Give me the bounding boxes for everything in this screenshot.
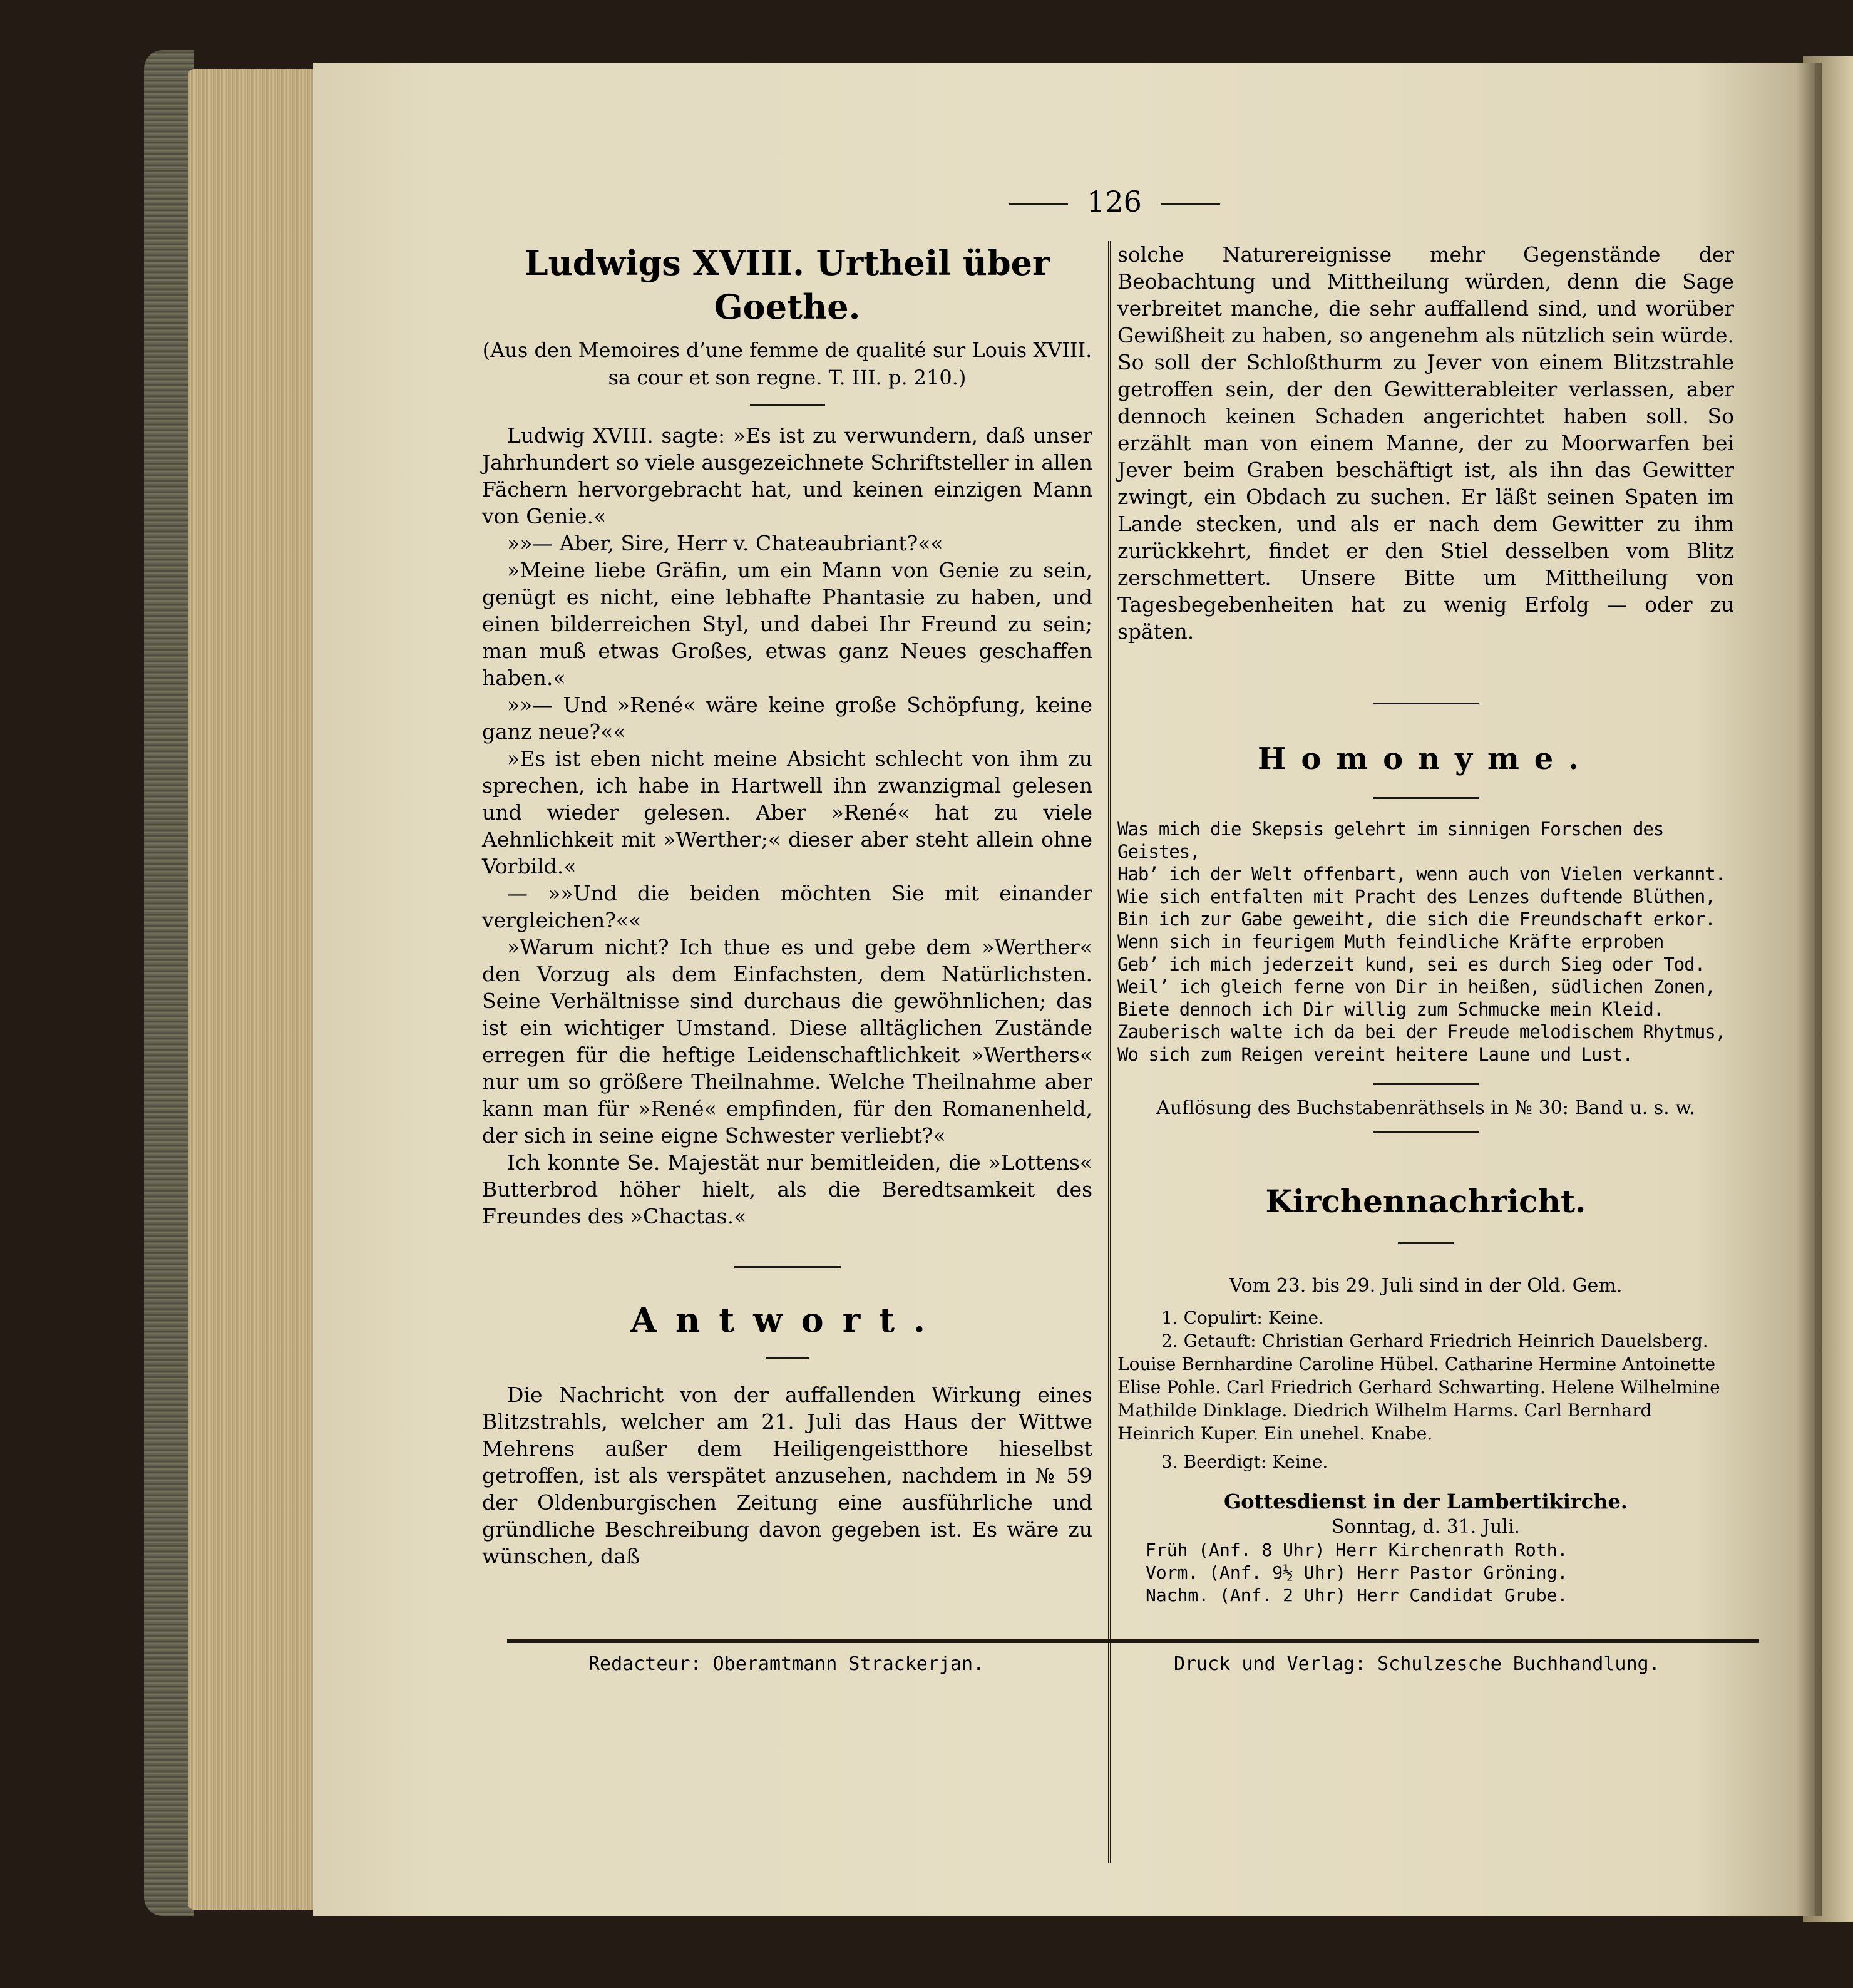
- church-rule: [1398, 1242, 1454, 1244]
- left-column: [482, 241, 1092, 1570]
- poem-line: Bin ich zur Gabe geweiht, die sich die Freundschaft erkor.: [1117, 909, 1715, 930]
- page-number-text: 126: [1087, 185, 1142, 219]
- church-item: 2. Getauft: Christian Gerhard Friedrich Heinrich Dauelsberg. Louise Bernhardine Caroline Hübel. Catharine Hermine Antoinette Elise Pohle. Carl Friedrich Gerhard Schwarting. Helene Wilhelmine Mathilde Dinklage. Diedrich Wilhelm Harms. Carl Bernhard Heinrich Kuper. Ein unehel. Knabe.: [1117, 1331, 1720, 1444]
- section-rule: [1373, 1131, 1479, 1133]
- paragraph: »Es ist eben nicht meine Absicht schlecht von ihm zu sprechen, ich habe in Hartwell ihn zwanzigmal gelesen und wieder gelesen. Aber »René« hat zu viele Aehnlichkeit mit »Werther;« dieser aber steht allein ohne Vorbild.«: [482, 746, 1092, 878]
- page-number: [983, 185, 1246, 219]
- section-rule: [734, 1266, 841, 1268]
- poem-line: Geb’ ich mich jederzeit kund, sei es durch Sieg oder Tod.: [1117, 954, 1705, 975]
- church-item: 1. Copulirt: Keine.: [1161, 1307, 1324, 1328]
- service-date: Sonntag, d. 31. Juli.: [1331, 1516, 1521, 1538]
- editor-credit: Redacteur: Oberamtmann Strackerjan.: [588, 1653, 985, 1675]
- paragraph: »Meine liebe Gräfin, um ein Mann von Genie zu sein, genügt es nicht, eine lebhafte Phantasie zu haben, und einen bilderreichen Styl, und dabei Ihr Freund zu sein; man muß etwas Großes, etwas ganz Neues geschaffen haben.«: [482, 558, 1092, 690]
- church-title: Kirchennachricht.: [1265, 1183, 1586, 1220]
- section-rule: [1373, 1083, 1479, 1085]
- answer-title: Antwort.: [630, 1300, 944, 1340]
- answer-rule: [766, 1357, 809, 1359]
- poem-line: Hab’ ich der Welt offenbart, wenn auch von Vielen verkannt.: [1117, 863, 1726, 885]
- title-rule: [750, 404, 825, 406]
- book-cover-edge: [144, 50, 194, 1916]
- poem-line: Wenn sich in feurigem Muth feindliche Kräfte erproben: [1117, 931, 1664, 952]
- article-source: (Aus den Memoires d’une femme de qualité sur Louis XVIII. sa cour et son regne. T. III. p. 210.): [482, 338, 1092, 389]
- homonym-title: Homonyme.: [1258, 741, 1594, 776]
- poem-line: Weil’ ich gleich ferne von Dir in heißen, südlichen Zonen,: [1117, 976, 1715, 997]
- column-divider: [1108, 241, 1111, 1863]
- paragraph: Ludwig XVIII. sagte: »Es ist zu verwundern, daß unser Jahrhundert so viele ausgezeichnete Schriftsteller in allen Fächern hervorgebracht hat, und keinen einzigen Mann von Genie.«: [482, 423, 1092, 528]
- publisher-credit: Druck und Verlag: Schulzesche Buchhandlung.: [1174, 1653, 1660, 1675]
- footer-rule: [507, 1639, 1759, 1643]
- homonym-poem: [1117, 818, 1734, 1066]
- service-schedule: [1117, 1539, 1734, 1607]
- poem-line: Zauberisch walte ich da bei der Freude melodischem Rhytmus,: [1117, 1021, 1726, 1043]
- riddle-solution: Auflösung des Buchstabenräthsels in № 30: Band u. s. w.: [1156, 1097, 1695, 1119]
- book-gutter-shadow: [1797, 63, 1822, 1916]
- poem-line: Wo sich zum Reigen vereint heitere Laune und Lust.: [1117, 1044, 1633, 1065]
- poem-line: Was mich die Skepsis gelehrt im sinnigen Forschen des Geistes,: [1117, 818, 1664, 862]
- answer-text: Die Nachricht von der auffallenden Wirkung eines Blitzstrahls, welcher am 21. Juli das Haus der Wittwe Mehrens außer dem Heiligengeistthore hieselbst getroffen, ist als verspätet anzusehen, nachdem in № 59 der Oldenburgischen Zeitung eine ausführliche und gründliche Beschreibung davon gegeben ist. Es wäre zu wünschen, daß: [482, 1383, 1092, 1568]
- paragraph: »»— Und »René« wäre keine große Schöpfung, keine ganz neue?««: [482, 693, 1092, 744]
- paragraph: — »»Und die beiden möchten Sie mit einander vergleichen?««: [482, 881, 1092, 932]
- page-number-dash-left: [1009, 203, 1068, 205]
- continued-text: solche Naturereignisse mehr Gegenstände der Beobachtung und Mittheilung würden, denn die Sage verbreitet manche, die sehr auffallend sind, und worüber Gewißheit zu haben, so angenehm als nützlich sein würde. So soll der Schloßthurm zu Jever von einem Blitzstrahle getroffen sein, der den Gewitterableiter verlassen, aber dennoch keinen Schaden angerichtet haben soll. So erzählt man von einem Manne, der zu Moorwarfen bei Jever beim Graben beschäftigt ist, als ihn das Gewitter zwingt, ein Obdach zu suchen. Er läßt seinen Spaten im Lande stecken, und als er nach dem Gewitter zu ihm zurückkehrt, findet er den Stiel desselben vom Blitz zerschmettert. Unsere Bitte um Mittheilung von Tagesbegebenheiten hat zu wenig Erfolg — oder zu späten.: [1117, 242, 1734, 644]
- service-title: Gottesdienst in der Lambertikirche.: [1223, 1490, 1628, 1513]
- right-column: [1117, 241, 1734, 1607]
- page-edges: [188, 69, 332, 1910]
- paragraph: »Warum nicht? Ich thue es und gebe dem »Werther« den Vorzug als dem Einfachsten, dem Natürlichsten. Seine Verhältnisse sind durchaus die gewöhnlichen; das ist ein wichtiger Umstand. Diese alltäglichen Zustände erregen für die heftige Leidenschaftlichkeit »Werthers« nur um so größere Theilnahme. Welche Theilnahme aber kann man für »René« empfinden, für den Romanenheld, der sich in seine eigne Schwester verliebt?«: [482, 935, 1092, 1148]
- service-line: Vorm. (Anf. 9½ Uhr) Herr Pastor Gröning.: [1146, 1562, 1568, 1583]
- paragraph: Ich konnte Se. Majestät nur bemitleiden, die »Lottens« Butterbrod höher hielt, als die Beredtsamkeit des Freundes des »Chactas.«: [482, 1150, 1092, 1228]
- homonym-rule: [1373, 797, 1479, 799]
- article-title: Ludwigs XVIII. Urtheil über Goethe.: [524, 243, 1050, 327]
- poem-line: Wie sich entfalten mit Pracht des Lenzes duftende Blüthen,: [1117, 886, 1715, 907]
- poem-line: Biete dennoch ich Dir willig zum Schmucke mein Kleid.: [1117, 999, 1664, 1020]
- paragraph: »»— Aber, Sire, Herr v. Chateaubriant?««: [507, 531, 943, 555]
- church-notices: [1117, 1274, 1734, 1473]
- service-line: Früh (Anf. 8 Uhr) Herr Kirchenrath Roth.: [1146, 1540, 1568, 1560]
- church-item: 3. Beerdigt: Keine.: [1161, 1451, 1328, 1472]
- section-rule: [1373, 703, 1479, 704]
- page-number-dash-right: [1161, 203, 1220, 205]
- church-intro: Vom 23. bis 29. Juli sind in der Old. Gem.: [1229, 1275, 1623, 1297]
- service-line: Nachm. (Anf. 2 Uhr) Herr Candidat Grube.: [1146, 1585, 1568, 1605]
